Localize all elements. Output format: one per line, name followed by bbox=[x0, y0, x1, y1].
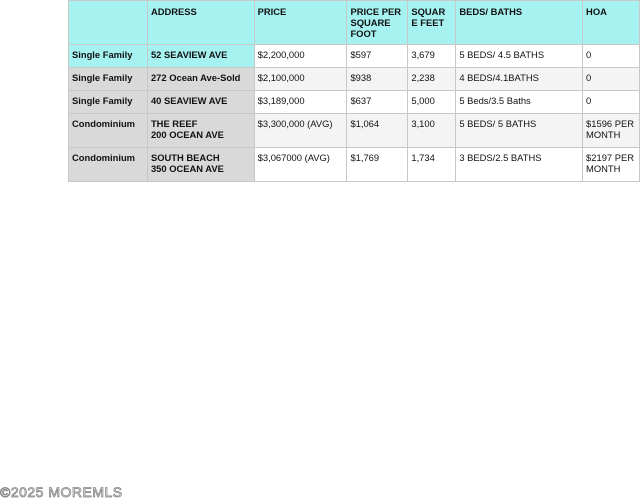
property-price: $2,200,000 bbox=[254, 45, 347, 68]
table-row bbox=[69, 148, 640, 182]
property-price-per-sqft: $1,769 bbox=[347, 148, 408, 182]
property-beds-baths: 5 BEDS/ 5 BATHS bbox=[456, 114, 583, 148]
property-beds-baths: 5 Beds/3.5 Baths bbox=[456, 91, 583, 114]
property-square-feet: 3,100 bbox=[408, 114, 456, 148]
address-street: 350 OCEAN AVE bbox=[150, 163, 224, 174]
property-price: $3,067000 (AVG) bbox=[254, 148, 347, 182]
property-beds-baths: 3 BEDS/2.5 BATHS bbox=[456, 148, 583, 182]
property-type: Single Family bbox=[69, 45, 148, 68]
copyright-watermark: ©2025 MOREMLS bbox=[0, 484, 123, 500]
header-row bbox=[69, 1, 640, 45]
header-hoa: HOA bbox=[583, 1, 640, 45]
property-square-feet: 1,734 bbox=[408, 148, 456, 182]
table-row bbox=[69, 114, 640, 148]
property-hoa: 0 bbox=[583, 45, 640, 68]
property-address: 40 SEAVIEW AVE bbox=[147, 91, 254, 114]
property-address bbox=[147, 148, 254, 182]
property-beds-baths: 4 BEDS/4.1BATHS bbox=[456, 68, 583, 91]
address-street: 200 OCEAN AVE bbox=[150, 129, 224, 140]
property-hoa: 0 bbox=[583, 68, 640, 91]
property-price: $3,300,000 (AVG) bbox=[254, 114, 347, 148]
property-type: Condominium bbox=[69, 148, 148, 182]
header-type bbox=[69, 1, 148, 45]
property-price: $2,100,000 bbox=[254, 68, 347, 91]
property-address: 52 SEAVIEW AVE bbox=[147, 45, 254, 68]
address-building: SOUTH BEACH bbox=[150, 152, 220, 163]
property-type: Single Family bbox=[69, 91, 148, 114]
property-square-feet: 3,679 bbox=[408, 45, 456, 68]
header-square-feet: SQUAR E FEET bbox=[408, 1, 456, 45]
header-address: ADDRESS bbox=[147, 1, 254, 45]
property-price-per-sqft: $597 bbox=[347, 45, 408, 68]
property-hoa: $2197 PER MONTH bbox=[583, 148, 640, 182]
table-row bbox=[69, 68, 640, 91]
table-row bbox=[69, 45, 640, 68]
property-address bbox=[147, 114, 254, 148]
header-price-per-sqft: PRICE PER SQUARE FOOT bbox=[347, 1, 408, 45]
property-price-per-sqft: $1,064 bbox=[347, 114, 408, 148]
address-building: THE REEF bbox=[150, 118, 198, 129]
header-beds-baths: BEDS/ BATHS bbox=[456, 1, 583, 45]
header-price: PRICE bbox=[254, 1, 347, 45]
property-hoa: $1596 PER MONTH bbox=[583, 114, 640, 148]
property-hoa: 0 bbox=[583, 91, 640, 114]
property-address: 272 Ocean Ave-Sold bbox=[147, 68, 254, 91]
property-price-per-sqft: $938 bbox=[347, 68, 408, 91]
property-type: Single Family bbox=[69, 68, 148, 91]
property-square-feet: 2,238 bbox=[408, 68, 456, 91]
property-comparison-table bbox=[68, 0, 640, 182]
property-price-per-sqft: $637 bbox=[347, 91, 408, 114]
property-square-feet: 5,000 bbox=[408, 91, 456, 114]
property-price: $3,189,000 bbox=[254, 91, 347, 114]
property-type: Condominium bbox=[69, 114, 148, 148]
table-row bbox=[69, 91, 640, 114]
property-beds-baths: 5 BEDS/ 4.5 BATHS bbox=[456, 45, 583, 68]
